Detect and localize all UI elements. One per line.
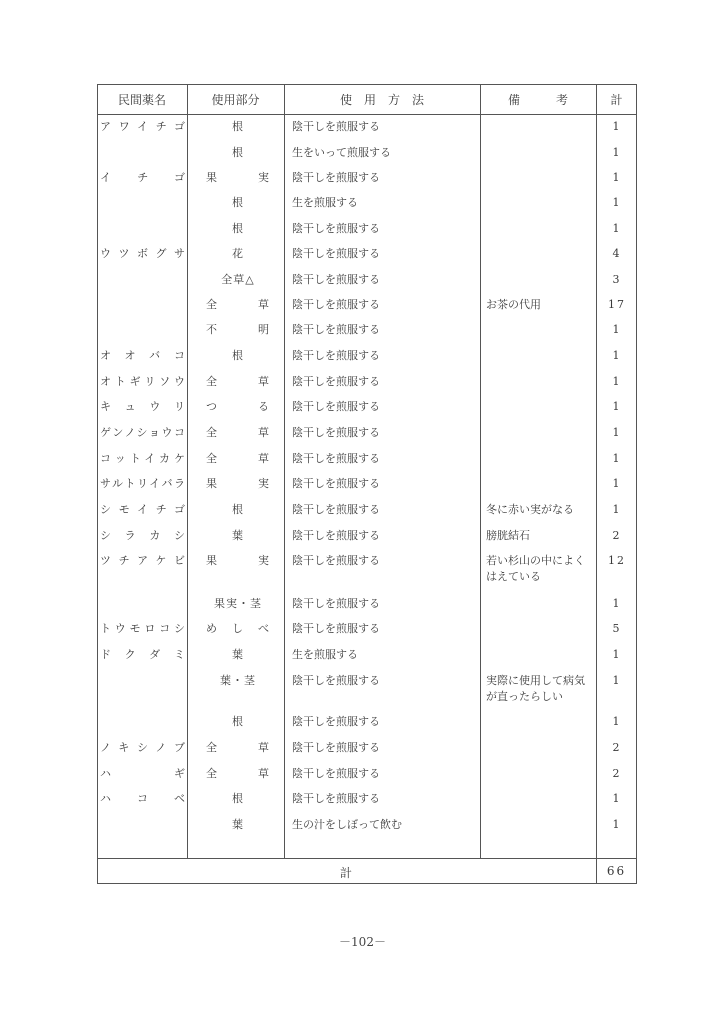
count: 1 (612, 477, 622, 490)
count: 4 (612, 247, 622, 260)
header-count: 計 (610, 93, 623, 107)
use-method: 生をいって煎服する (292, 146, 391, 159)
count: 1 (612, 426, 622, 439)
use-method: 陰干しを煎服する (292, 349, 380, 362)
use-method: 陰干しを煎服する (292, 503, 380, 516)
count: 1 (612, 323, 622, 336)
total-label: 計 (339, 866, 352, 880)
use-method: 生を煎服する (292, 196, 358, 209)
count: 1 (612, 375, 622, 388)
table-row (0, 195, 725, 221)
use-part: 根 (232, 146, 244, 159)
table-row (0, 553, 725, 583)
drug-name: サルトリイバラ (100, 477, 186, 490)
table-row (0, 425, 725, 451)
total-value: 66 (606, 864, 627, 878)
use-method: 陰干しを煎服する (292, 767, 380, 780)
table-row (0, 714, 725, 740)
use-part: 果実 (206, 171, 270, 184)
count: 1 (612, 648, 622, 661)
table-row (0, 766, 725, 792)
use-part: つる (206, 400, 270, 413)
use-method: 陰干しを煎服する (292, 375, 380, 388)
use-part: 葉 (232, 818, 244, 831)
drug-name: ノキシノブ (100, 741, 186, 754)
use-method: 生の汁をしぼって飲む (292, 818, 402, 831)
use-method: 陰干しを煎服する (292, 323, 380, 336)
table-row (0, 502, 725, 528)
table-row (0, 528, 725, 554)
count: 2 (612, 767, 622, 780)
use-method: 陰干しを煎服する (292, 477, 380, 490)
remarks: 膀胱結石 (486, 529, 530, 542)
table-row (0, 145, 725, 171)
table-row (0, 374, 725, 400)
remarks: 若い杉山の中によくはえている (486, 554, 585, 583)
table-row (0, 272, 725, 298)
table-row (0, 621, 725, 647)
drug-name: オトギリソウ (100, 375, 186, 388)
table-row (0, 476, 725, 502)
use-part: 全草 (206, 452, 270, 465)
count: 1 (612, 196, 622, 209)
use-part: 根 (232, 715, 244, 728)
table-row (0, 221, 725, 247)
use-part: 花 (232, 247, 244, 260)
use-method: 陰干しを煎服する (292, 400, 380, 413)
use-part: 全草 (206, 426, 270, 439)
table-row (0, 297, 725, 323)
table-row (0, 322, 725, 348)
table-row (0, 740, 725, 766)
use-method: 陰干しを煎服する (292, 273, 380, 286)
count: 1 (612, 792, 622, 805)
use-method: 陰干しを煎服する (292, 554, 380, 567)
table-row (0, 119, 725, 145)
use-part: 不明 (206, 323, 270, 336)
use-part: 全草 (206, 767, 270, 780)
use-method: 生を煎服する (292, 648, 358, 661)
use-method: 陰干しを煎服する (292, 792, 380, 805)
header-part: 使用部分 (211, 93, 260, 107)
drug-name: オオバコ (100, 349, 186, 362)
use-method: 陰干しを煎服する (292, 222, 380, 235)
count: 1 (612, 222, 622, 235)
use-part: 根 (232, 503, 244, 516)
count: 1 (612, 597, 622, 610)
use-method: 陰干しを煎服する (292, 715, 380, 728)
count: 1 (612, 715, 622, 728)
use-part: 葉・茎 (220, 674, 256, 687)
count: 1 (612, 171, 622, 184)
count: 1 (612, 146, 622, 159)
table-row (0, 451, 725, 477)
use-part: 全草 (206, 375, 270, 388)
use-method: 陰干しを煎服する (292, 741, 380, 754)
header-divider (97, 114, 637, 115)
table-row (0, 673, 725, 703)
count: 2 (612, 529, 622, 542)
drug-name: キュウリ (100, 400, 186, 413)
use-part: 全草 (206, 298, 270, 311)
count: 1 (612, 349, 622, 362)
table-row (0, 596, 725, 622)
table-row (0, 246, 725, 272)
use-method: 陰干しを煎服する (292, 674, 380, 687)
drug-name: コットイカケ (100, 452, 186, 465)
drug-name: イチゴ (100, 171, 186, 184)
table-row (0, 817, 725, 843)
header-note: 備 考 (507, 93, 568, 107)
total-divider (97, 858, 637, 859)
count: 17 (608, 298, 626, 311)
use-method: 陰干しを煎服する (292, 247, 380, 260)
use-part: 果実 (206, 554, 270, 567)
header-name: 民間薬名 (117, 93, 166, 107)
use-method: 陰干しを煎服する (292, 298, 380, 311)
count: 1 (612, 400, 622, 413)
use-part: 全草△ (221, 273, 255, 286)
use-part: 葉 (232, 648, 244, 661)
use-method: 陰干しを煎服する (292, 171, 380, 184)
use-part: めしべ (206, 622, 270, 635)
use-part: 根 (232, 792, 244, 805)
use-part: 葉 (232, 529, 244, 542)
page-number: －102－ (339, 935, 386, 949)
use-method: 陰干しを煎服する (292, 426, 380, 439)
remarks: 冬に赤い実がなる (486, 503, 574, 516)
use-method: 陰干しを煎服する (292, 622, 380, 635)
count: 2 (612, 741, 622, 754)
count: 1 (612, 674, 622, 687)
drug-name: シモイチゴ (100, 503, 186, 516)
drug-name: アワイチゴ (100, 120, 186, 133)
table-row (0, 399, 725, 425)
use-part: 果実 (206, 477, 270, 490)
drug-name: ツチアケビ (100, 554, 186, 567)
header-method: 使 用 方 法 (339, 93, 424, 107)
use-method: 陰干しを煎服する (292, 597, 380, 610)
count: 1 (612, 452, 622, 465)
count: 12 (608, 554, 626, 567)
use-part: 根 (232, 222, 244, 235)
count: 3 (612, 273, 622, 286)
drug-name: シラカシ (100, 529, 186, 542)
drug-name: ハコベ (100, 792, 186, 805)
table-row (0, 791, 725, 817)
remarks: 実際に使用して病気が直ったらしい (486, 674, 585, 703)
use-method: 陰干しを煎服する (292, 452, 380, 465)
use-part: 根 (232, 349, 244, 362)
use-part: 果実・茎 (214, 597, 262, 610)
use-part: 根 (232, 196, 244, 209)
count: 1 (612, 818, 622, 831)
drug-name: トウモロコシ (100, 622, 186, 635)
use-method: 陰干しを煎服する (292, 120, 380, 133)
drug-name: ハギ (100, 767, 186, 780)
count: 1 (612, 503, 622, 516)
table-row (0, 170, 725, 196)
table-row (0, 647, 725, 673)
count: 5 (612, 622, 622, 635)
use-part: 根 (232, 120, 244, 133)
drug-name: ドクダミ (100, 648, 186, 661)
drug-name: ゲンノショウコ (100, 426, 186, 439)
use-part: 全草 (206, 741, 270, 754)
drug-name: ウツボグサ (100, 247, 186, 260)
table-row (0, 348, 725, 374)
count: 1 (612, 120, 622, 133)
remarks: お茶の代用 (486, 298, 541, 311)
use-method: 陰干しを煎服する (292, 529, 380, 542)
